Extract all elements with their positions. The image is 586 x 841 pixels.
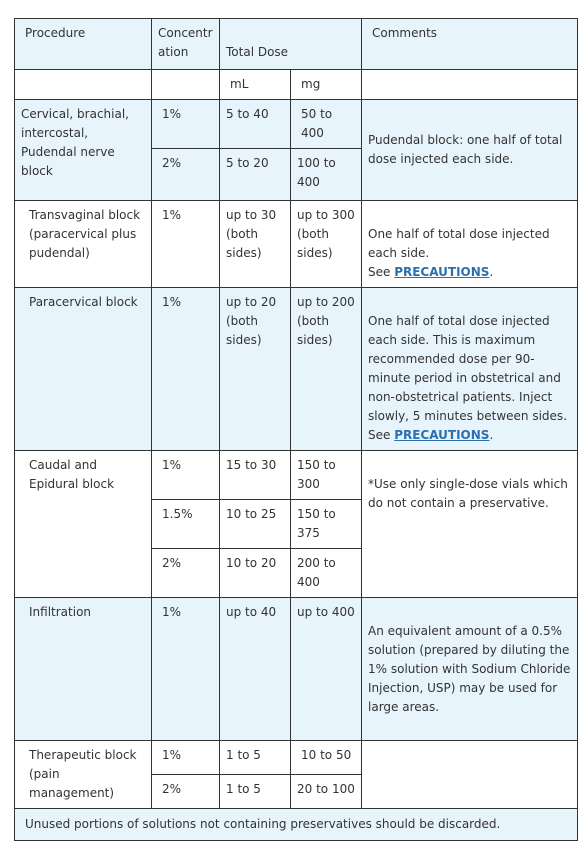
concentration-cell: 2% xyxy=(152,549,220,598)
mg-cell: 150 to 300 xyxy=(291,451,362,500)
procedure-cell: Cervical, brachial, intercostal, Pudendal nerve block xyxy=(15,100,152,201)
mg-cell: 10 to 50 xyxy=(291,741,362,775)
header-total-dose-label: Total Dose xyxy=(226,45,289,59)
concentration-cell: 1% xyxy=(152,100,220,149)
table-row xyxy=(15,451,578,500)
comment-cell: *Use only single-dose vials which do not contain a preservative. xyxy=(362,451,578,598)
ml-cell: 5 to 40 xyxy=(220,100,291,149)
concentration-cell: 2% xyxy=(152,775,220,809)
table-row xyxy=(15,288,578,451)
mg-cell: 50 to 400 xyxy=(291,100,362,149)
comment-cell: An equivalent amount of a 0.5% solution (prepared by diluting the 1% solution with Sodium Chloride Injection, USP) may be used for large areas. xyxy=(362,598,578,741)
ml-cell: 10 to 20 xyxy=(220,549,291,598)
ml-cell: 1 to 5 xyxy=(220,741,291,775)
ml-cell: 1 to 5 xyxy=(220,775,291,809)
procedure-cell: Transvaginal block (paracervical plus pudendal) xyxy=(15,201,152,288)
concentration-cell: 2% xyxy=(152,149,220,201)
ml-cell: 5 to 20 xyxy=(220,149,291,201)
table-row xyxy=(15,100,578,149)
ml-cell: 15 to 30 xyxy=(220,451,291,500)
ml-cell: up to 30 (both sides) xyxy=(220,201,291,288)
table-row xyxy=(15,598,578,741)
concentration-cell: 1% xyxy=(152,741,220,775)
precautions-link[interactable]: PRECAUTIONS xyxy=(394,428,490,442)
mg-cell: up to 400 xyxy=(291,598,362,741)
comment-cell: Pudendal block: one half of total dose injected each side. xyxy=(362,100,578,201)
ml-cell: up to 20 (both sides) xyxy=(220,288,291,451)
header-units-row xyxy=(15,70,578,100)
comment-cell xyxy=(362,741,578,809)
mg-cell: up to 200 (both sides) xyxy=(291,288,362,451)
precautions-link[interactable]: PRECAUTIONS xyxy=(394,265,490,279)
ml-cell: up to 40 xyxy=(220,598,291,741)
table-row xyxy=(15,741,578,775)
dosage-table xyxy=(14,18,578,841)
comment-cell xyxy=(362,201,578,288)
mg-cell: 150 to 375 xyxy=(291,500,362,549)
comment-text: One half of total dose injected each side. This is maximum recommended dose per 90-minute period in obstetrical and non-obstetrical patients. Inject slowly, 5 minutes between sides. xyxy=(368,314,568,423)
period-text: . xyxy=(489,428,494,442)
header-ml: mL xyxy=(220,70,291,100)
mg-cell: 20 to 100 xyxy=(291,775,362,809)
concentration-cell: 1.5% xyxy=(152,500,220,549)
see-text: See xyxy=(368,428,395,442)
comment-text: One half of total dose injected each side. xyxy=(368,227,550,260)
concentration-cell: 1% xyxy=(152,451,220,500)
header-mg: mg xyxy=(291,70,362,100)
ml-cell: 10 to 25 xyxy=(220,500,291,549)
procedure-cell: Paracervical block xyxy=(15,288,152,451)
footer-note: Unused portions of solutions not containing preservatives should be discarded. xyxy=(15,809,578,841)
comment-cell xyxy=(362,288,578,451)
period-text: . xyxy=(489,265,494,279)
table-row xyxy=(15,201,578,288)
header-procedure: Procedure xyxy=(15,19,152,70)
see-text: See xyxy=(368,265,395,279)
footer-row xyxy=(15,809,578,841)
procedure-cell: Therapeutic block (pain management) xyxy=(15,741,152,809)
concentration-cell: 1% xyxy=(152,288,220,451)
header-row xyxy=(15,19,578,70)
procedure-cell: Infiltration xyxy=(15,598,152,741)
header-comments: Comments xyxy=(362,19,578,70)
procedure-cell: Caudal and Epidural block xyxy=(15,451,152,598)
mg-cell: 100 to 400 xyxy=(291,149,362,201)
header-total-dose xyxy=(220,19,362,70)
mg-cell: up to 300 (both sides) xyxy=(291,201,362,288)
concentration-cell: 1% xyxy=(152,598,220,741)
concentration-cell: 1% xyxy=(152,201,220,288)
header-concentration: Concentr ation xyxy=(152,19,220,70)
mg-cell: 200 to 400 xyxy=(291,549,362,598)
